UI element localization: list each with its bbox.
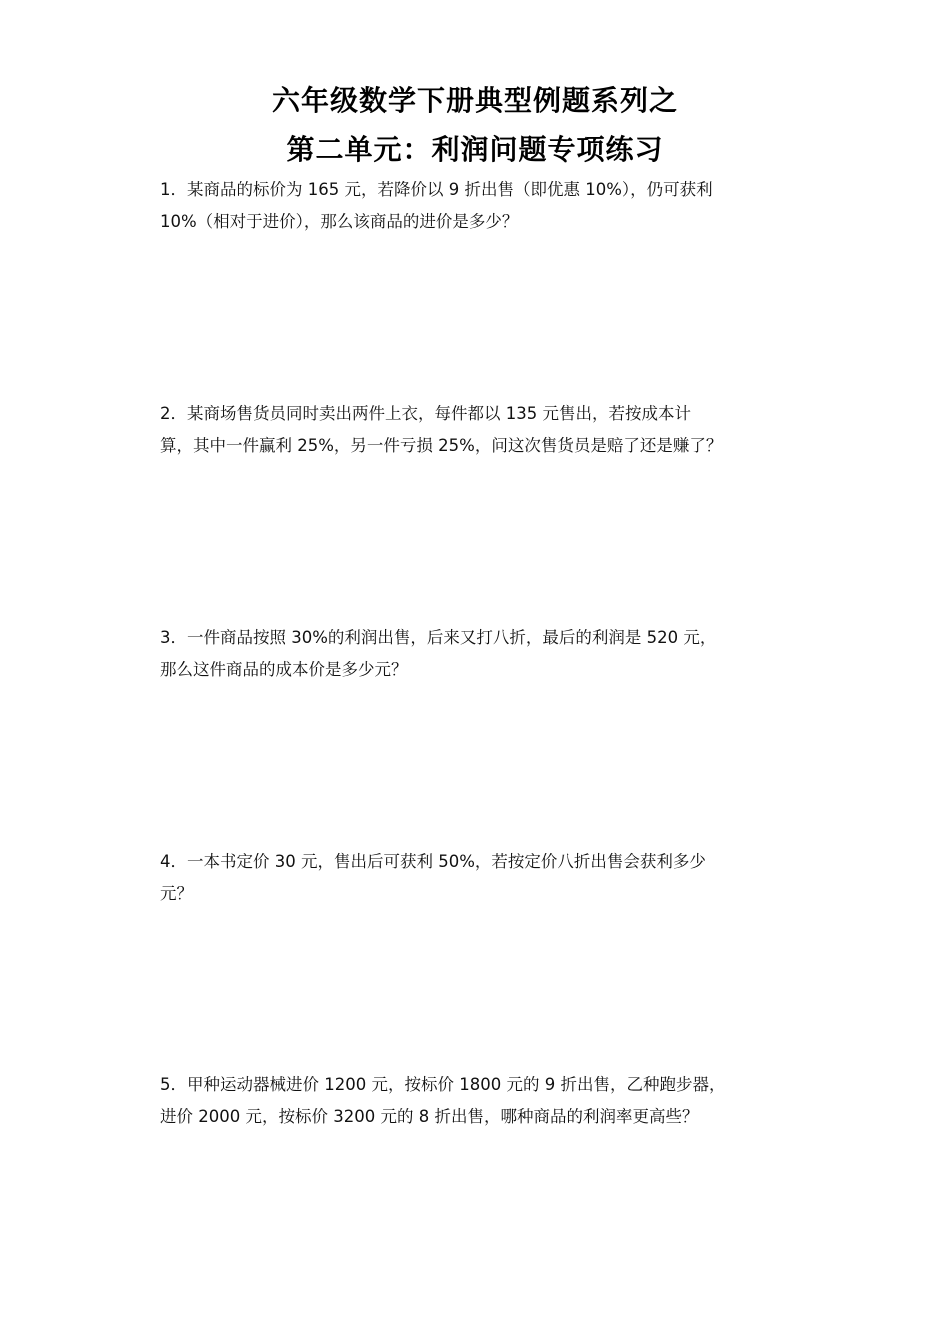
- document-subtitle: 第二单元：利润问题专项练习: [286, 133, 664, 166]
- question-1-line-2: 10%（相对于进价），那么该商品的进价是多少？: [160, 212, 519, 231]
- document-title: 六年级数学下册典型例题系列之: [271, 84, 678, 117]
- question-1: [160, 174, 785, 238]
- question-4: [160, 846, 785, 910]
- question-3-line-1: 3．一件商品按照 30%的利润出售，后来又打八折，最后的利润是 520 元，: [160, 628, 717, 647]
- question-4-line-1: 4．一本书定价 30 元，售出后可获利 50%，若按定价八折出售会获利多少: [160, 852, 706, 871]
- question-2-line-2: 算，其中一件赢利 25%，另一件亏损 25%，问这次售货员是赔了还是赚了？: [160, 436, 723, 455]
- question-2: [160, 398, 785, 462]
- question-1-line-1: 1．某商品的标价为 165 元，若降价以 9 折出售（即优惠 10%），仍可获利: [160, 180, 713, 199]
- question-5-line-1: 5．甲种运动器械进价 1200 元，按标价 1800 元的 9 折出售，乙种跑步器，: [160, 1075, 726, 1094]
- question-2-line-1: 2．某商场售货员同时卖出两件上衣，每件都以 135 元售出，若按成本计: [160, 404, 691, 423]
- question-5-line-2: 进价 2000 元，按标价 3200 元的 8 折出售，哪种商品的利润率更高些？: [160, 1107, 699, 1126]
- question-5: [160, 1069, 785, 1133]
- question-3: [160, 622, 785, 686]
- question-3-line-2: 那么这件商品的成本价是多少元？: [160, 660, 408, 679]
- question-4-line-2: 元？: [160, 884, 193, 903]
